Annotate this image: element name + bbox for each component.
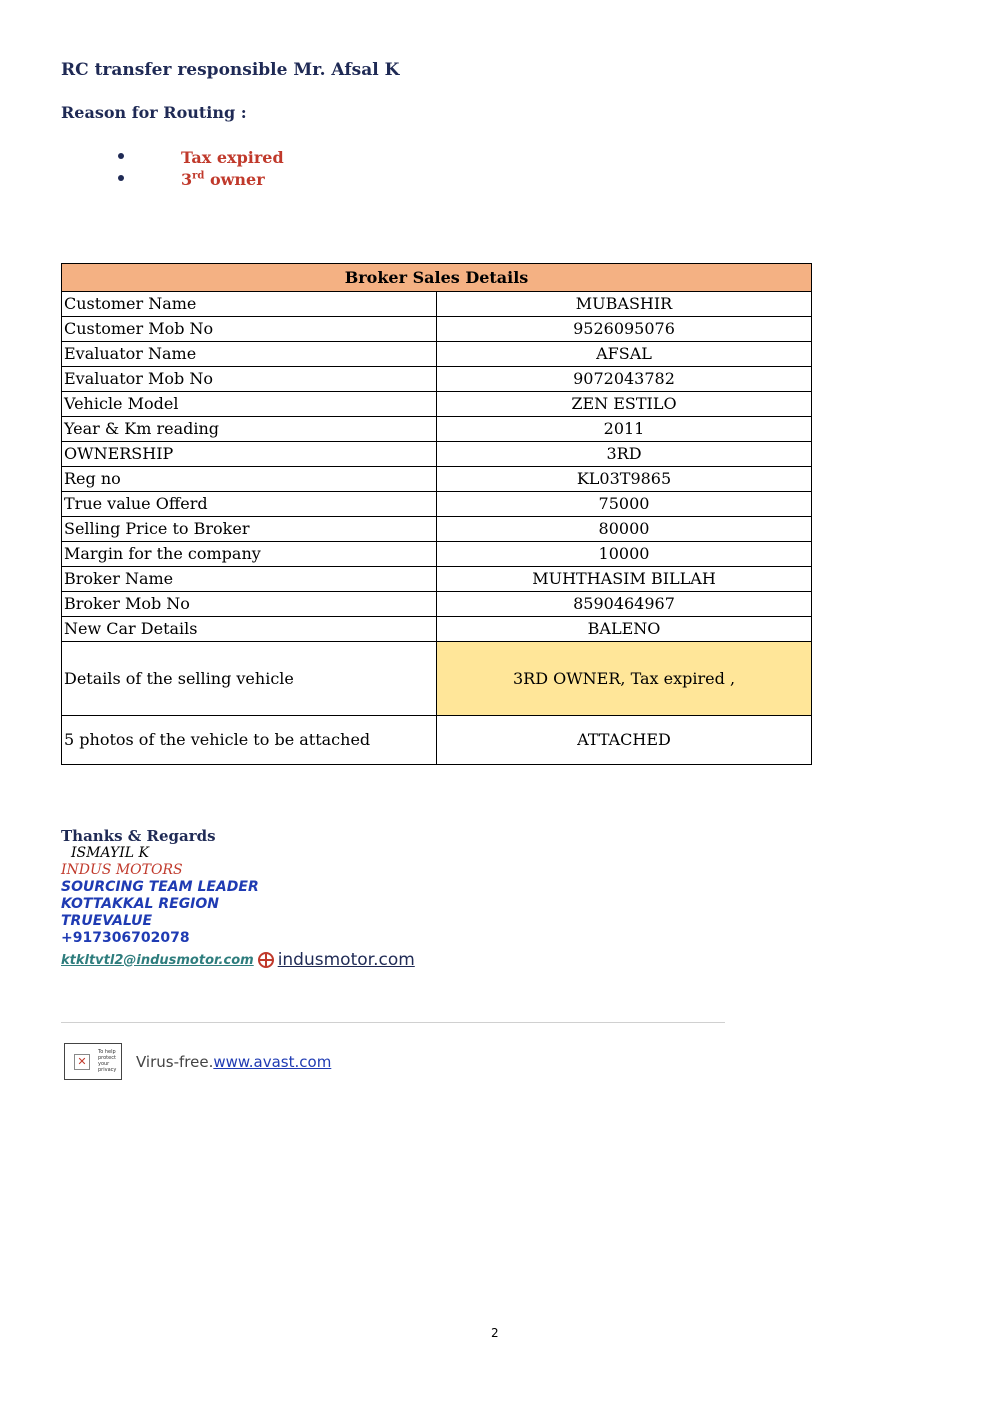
row-value: MUHTHASIM BILLAH — [437, 567, 812, 592]
row-value: 9526095076 — [437, 317, 812, 342]
signer-region: KOTTAKKAL REGION — [61, 896, 220, 912]
document-title: RC transfer responsible Mr. Afsal K — [61, 60, 400, 80]
row-label: Customer Mob No — [62, 317, 437, 342]
row-value: AFSAL — [437, 342, 812, 367]
row-label: Year & Km reading — [62, 417, 437, 442]
broken-image-icon: ✕ — [74, 1054, 90, 1070]
row-value: MUBASHIR — [437, 292, 812, 317]
row-value: 3RD — [437, 442, 812, 467]
table-row — [62, 592, 812, 617]
virus-free-label: Virus-free. — [136, 1053, 214, 1071]
row-label: Customer Name — [62, 292, 437, 317]
page-number: 2 — [491, 1326, 499, 1340]
row-value: ZEN ESTILO — [437, 392, 812, 417]
contact-row — [61, 950, 415, 970]
row-label: New Car Details — [62, 617, 437, 642]
table-row — [62, 442, 812, 467]
table-row — [62, 292, 812, 317]
signer-role: SOURCING TEAM LEADER — [61, 879, 259, 895]
table-title: Broker Sales Details — [62, 264, 812, 292]
avast-link[interactable]: www.avast.com — [213, 1053, 332, 1071]
thanks-line: Thanks & Regards — [61, 827, 216, 845]
company-name: INDUS MOTORS — [61, 862, 183, 878]
table-row — [62, 542, 812, 567]
table-row — [62, 342, 812, 367]
row-label: Broker Mob No — [62, 592, 437, 617]
globe-icon — [258, 952, 274, 968]
table-row — [62, 716, 812, 765]
row-value: 80000 — [437, 517, 812, 542]
email-link[interactable]: ktkltvtl2@indusmotor.com — [61, 952, 254, 968]
reason-label: Reason for Routing : — [61, 103, 247, 122]
table-row — [62, 642, 812, 716]
brand-name: TRUEVALUE — [61, 913, 153, 929]
row-label: Selling Price to Broker — [62, 517, 437, 542]
bullet-icon — [118, 153, 124, 159]
row-value: 3RD OWNER, Tax expired , — [437, 642, 812, 716]
row-label: Broker Name — [62, 567, 437, 592]
website-link[interactable]: indusmotor.com — [277, 950, 415, 970]
table-row — [62, 317, 812, 342]
signature-block — [61, 828, 259, 947]
row-label: OWNERSHIP — [62, 442, 437, 467]
table-row — [62, 517, 812, 542]
row-label: Evaluator Name — [62, 342, 437, 367]
table-row — [62, 392, 812, 417]
row-value: 9072043782 — [437, 367, 812, 392]
row-label: 5 photos of the vehicle to be attached — [62, 716, 437, 765]
row-value: 10000 — [437, 542, 812, 567]
avast-box-caption: To help protect your privacy — [98, 1049, 117, 1073]
avast-image-placeholder[interactable] — [64, 1043, 122, 1080]
table-row — [62, 367, 812, 392]
row-value: BALENO — [437, 617, 812, 642]
row-label: True value Offerd — [62, 492, 437, 517]
table-row — [62, 567, 812, 592]
row-label: Evaluator Mob No — [62, 367, 437, 392]
phone-number: +917306702078 — [61, 930, 190, 946]
row-label: Vehicle Model — [62, 392, 437, 417]
row-value: 8590464967 — [437, 592, 812, 617]
reason-text: Tax expired — [181, 148, 284, 167]
row-value: 2011 — [437, 417, 812, 442]
bullet-icon — [118, 175, 124, 181]
signer-name: ISMAYIL K — [71, 845, 149, 861]
row-value: 75000 — [437, 492, 812, 517]
row-label: Margin for the company — [62, 542, 437, 567]
divider — [61, 1022, 725, 1023]
table-row — [62, 492, 812, 517]
row-value: KL03T9865 — [437, 467, 812, 492]
row-label: Reg no — [62, 467, 437, 492]
row-label: Details of the selling vehicle — [62, 642, 437, 716]
table-row — [62, 417, 812, 442]
table-row — [62, 467, 812, 492]
broker-sales-table — [61, 263, 812, 765]
virus-free-note — [136, 1053, 331, 1071]
reason-text: 3rd owner — [181, 170, 265, 189]
table-row — [62, 617, 812, 642]
row-value: ATTACHED — [437, 716, 812, 765]
